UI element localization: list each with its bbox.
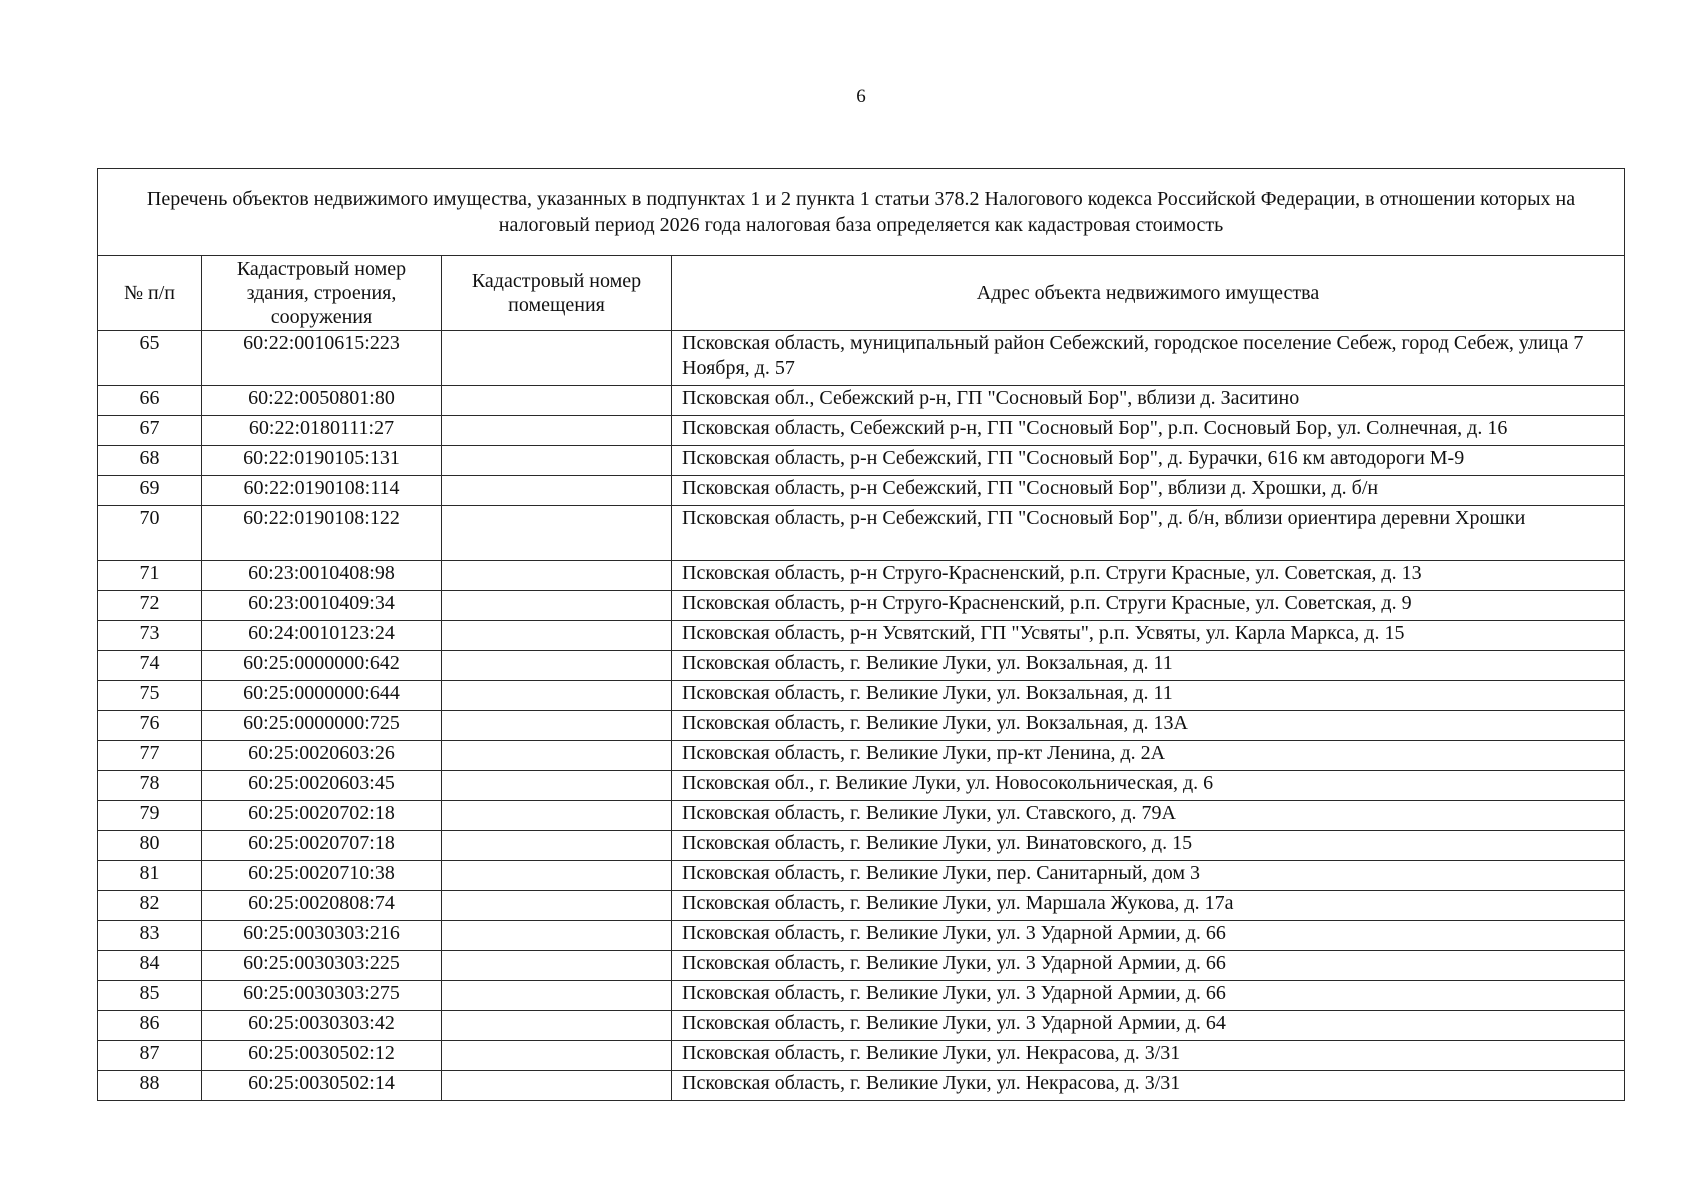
table-row <box>98 921 1625 951</box>
table-row <box>98 591 1625 621</box>
table-row <box>98 681 1625 711</box>
header-row-number: № п/п <box>98 256 202 331</box>
row-number-cell: 81 <box>98 861 202 891</box>
property-register-table <box>97 168 1625 1101</box>
building-cadastral-number-cell: 60:25:0020603:45 <box>202 771 442 801</box>
building-cadastral-number-cell: 60:22:0180111:27 <box>202 416 442 446</box>
row-number-cell: 68 <box>98 446 202 476</box>
room-cadastral-number-cell <box>442 561 672 591</box>
address-cell: Псковская обл., Себежский р-н, ГП "Сосновый Бор", вблизи д. Заситино <box>672 386 1625 416</box>
address-cell: Псковская область, р-н Струго-Красненский, р.п. Струги Красные, ул. Советская, д. 13 <box>672 561 1625 591</box>
room-cadastral-number-cell <box>442 591 672 621</box>
building-cadastral-number-cell: 60:22:0190105:131 <box>202 446 442 476</box>
address-cell: Псковская область, муниципальный район Себежский, городское поселение Себеж, город Себеж, улица 7 Ноября, д. 57 <box>672 331 1625 386</box>
address-cell: Псковская область, г. Великие Луки, ул. Маршала Жукова, д. 17а <box>672 891 1625 921</box>
building-cadastral-number-cell: 60:25:0030303:225 <box>202 951 442 981</box>
table-row <box>98 951 1625 981</box>
address-cell: Псковская область, р-н Себежский, ГП "Сосновый Бор", д. Бурачки, 616 км автодороги М-9 <box>672 446 1625 476</box>
row-number-cell: 84 <box>98 951 202 981</box>
room-cadastral-number-cell <box>442 681 672 711</box>
table-row <box>98 801 1625 831</box>
table-row <box>98 711 1625 741</box>
table-row <box>98 1071 1625 1101</box>
row-number-cell: 79 <box>98 801 202 831</box>
header-building-cadastral-number: Кадастровый номер здания, строения, сооружения <box>202 256 442 331</box>
building-cadastral-number-cell: 60:25:0000000:725 <box>202 711 442 741</box>
building-cadastral-number-cell: 60:25:0000000:642 <box>202 651 442 681</box>
room-cadastral-number-cell <box>442 861 672 891</box>
row-number-cell: 85 <box>98 981 202 1011</box>
table-row <box>98 861 1625 891</box>
room-cadastral-number-cell <box>442 981 672 1011</box>
table-row <box>98 476 1625 506</box>
address-cell: Псковская область, г. Великие Луки, пер. Санитарный, дом 3 <box>672 861 1625 891</box>
building-cadastral-number-cell: 60:25:0030303:216 <box>202 921 442 951</box>
room-cadastral-number-cell <box>442 446 672 476</box>
building-cadastral-number-cell: 60:22:0010615:223 <box>202 331 442 386</box>
row-number-cell: 74 <box>98 651 202 681</box>
address-cell: Псковская область, г. Великие Луки, ул. Вокзальная, д. 13А <box>672 711 1625 741</box>
table-row <box>98 741 1625 771</box>
row-number-cell: 87 <box>98 1041 202 1071</box>
address-cell: Псковская область, г. Великие Луки, ул. Вокзальная, д. 11 <box>672 681 1625 711</box>
address-cell: Псковская область, г. Великие Луки, ул. Некрасова, д. 3/31 <box>672 1041 1625 1071</box>
address-cell: Псковская область, г. Великие Луки, ул. 3 Ударной Армии, д. 66 <box>672 921 1625 951</box>
building-cadastral-number-cell: 60:24:0010123:24 <box>202 621 442 651</box>
row-number-cell: 72 <box>98 591 202 621</box>
row-number-cell: 83 <box>98 921 202 951</box>
room-cadastral-number-cell <box>442 416 672 446</box>
building-cadastral-number-cell: 60:22:0190108:122 <box>202 506 442 561</box>
row-number-cell: 82 <box>98 891 202 921</box>
table-row <box>98 416 1625 446</box>
building-cadastral-number-cell: 60:22:0190108:114 <box>202 476 442 506</box>
room-cadastral-number-cell <box>442 891 672 921</box>
header-room-cadastral-number: Кадастровый номер помещения <box>442 256 672 331</box>
row-number-cell: 70 <box>98 506 202 561</box>
room-cadastral-number-cell <box>442 831 672 861</box>
building-cadastral-number-cell: 60:25:0030303:275 <box>202 981 442 1011</box>
row-number-cell: 76 <box>98 711 202 741</box>
row-number-cell: 80 <box>98 831 202 861</box>
address-cell: Псковская область, р-н Струго-Красненский, р.п. Струги Красные, ул. Советская, д. 9 <box>672 591 1625 621</box>
building-cadastral-number-cell: 60:22:0050801:80 <box>202 386 442 416</box>
building-cadastral-number-cell: 60:25:0000000:644 <box>202 681 442 711</box>
building-cadastral-number-cell: 60:23:0010409:34 <box>202 591 442 621</box>
table-caption-row <box>98 169 1625 256</box>
room-cadastral-number-cell <box>442 506 672 561</box>
address-cell: Псковская область, г. Великие Луки, ул. Некрасова, д. 3/31 <box>672 1071 1625 1101</box>
row-number-cell: 69 <box>98 476 202 506</box>
address-cell: Псковская область, г. Великие Луки, ул. Вокзальная, д. 11 <box>672 651 1625 681</box>
table-row <box>98 621 1625 651</box>
table-caption: Перечень объектов недвижимого имущества, указанных в подпунктах 1 и 2 пункта 1 статьи 378.2 Налогового кодекса Российской Федерации, в отношении которых на налоговый период 2026 года налоговая база определяется как кадастровая стоимость <box>98 169 1625 256</box>
row-number-cell: 73 <box>98 621 202 651</box>
table-row <box>98 331 1625 386</box>
table-row <box>98 651 1625 681</box>
address-cell: Псковская область, г. Великие Луки, ул. 3 Ударной Армии, д. 66 <box>672 951 1625 981</box>
row-number-cell: 75 <box>98 681 202 711</box>
row-number-cell: 71 <box>98 561 202 591</box>
address-cell: Псковская область, г. Великие Луки, ул. 3 Ударной Армии, д. 66 <box>672 981 1625 1011</box>
building-cadastral-number-cell: 60:25:0030502:14 <box>202 1071 442 1101</box>
header-address: Адрес объекта недвижимого имущества <box>672 256 1625 331</box>
address-cell: Псковская область, Себежский р-н, ГП "Сосновый Бор", р.п. Сосновый Бор, ул. Солнечная, д. 16 <box>672 416 1625 446</box>
building-cadastral-number-cell: 60:25:0030502:12 <box>202 1041 442 1071</box>
room-cadastral-number-cell <box>442 951 672 981</box>
building-cadastral-number-cell: 60:25:0020808:74 <box>202 891 442 921</box>
building-cadastral-number-cell: 60:25:0020710:38 <box>202 861 442 891</box>
address-cell: Псковская область, р-н Себежский, ГП "Сосновый Бор", д. б/н, вблизи ориентира деревни Хрошки <box>672 506 1625 561</box>
table-header-row <box>98 256 1625 331</box>
address-cell: Псковская обл., г. Великие Луки, ул. Новосокольническая, д. 6 <box>672 771 1625 801</box>
table-row <box>98 506 1625 561</box>
address-cell: Псковская область, р-н Усвятский, ГП "Усвяты", р.п. Усвяты, ул. Карла Маркса, д. 15 <box>672 621 1625 651</box>
room-cadastral-number-cell <box>442 651 672 681</box>
building-cadastral-number-cell: 60:23:0010408:98 <box>202 561 442 591</box>
room-cadastral-number-cell <box>442 386 672 416</box>
address-cell: Псковская область, р-н Себежский, ГП "Сосновый Бор", вблизи д. Хрошки, д. б/н <box>672 476 1625 506</box>
address-cell: Псковская область, г. Великие Луки, ул. 3 Ударной Армии, д. 64 <box>672 1011 1625 1041</box>
table-row <box>98 446 1625 476</box>
row-number-cell: 65 <box>98 331 202 386</box>
address-cell: Псковская область, г. Великие Луки, пр-кт Ленина, д. 2А <box>672 741 1625 771</box>
room-cadastral-number-cell <box>442 921 672 951</box>
room-cadastral-number-cell <box>442 621 672 651</box>
table-body <box>98 169 1625 1101</box>
building-cadastral-number-cell: 60:25:0030303:42 <box>202 1011 442 1041</box>
row-number-cell: 66 <box>98 386 202 416</box>
building-cadastral-number-cell: 60:25:0020702:18 <box>202 801 442 831</box>
table-row <box>98 771 1625 801</box>
table-row <box>98 561 1625 591</box>
row-number-cell: 86 <box>98 1011 202 1041</box>
building-cadastral-number-cell: 60:25:0020603:26 <box>202 741 442 771</box>
room-cadastral-number-cell <box>442 1011 672 1041</box>
table-row <box>98 1011 1625 1041</box>
address-cell: Псковская область, г. Великие Луки, ул. Ставского, д. 79А <box>672 801 1625 831</box>
room-cadastral-number-cell <box>442 331 672 386</box>
row-number-cell: 77 <box>98 741 202 771</box>
address-cell: Псковская область, г. Великие Луки, ул. Винатовского, д. 15 <box>672 831 1625 861</box>
room-cadastral-number-cell <box>442 1041 672 1071</box>
room-cadastral-number-cell <box>442 801 672 831</box>
row-number-cell: 67 <box>98 416 202 446</box>
page-number: 6 <box>856 86 866 107</box>
row-number-cell: 88 <box>98 1071 202 1101</box>
table-row <box>98 891 1625 921</box>
table-row <box>98 1041 1625 1071</box>
room-cadastral-number-cell <box>442 476 672 506</box>
row-number-cell: 78 <box>98 771 202 801</box>
table-row <box>98 386 1625 416</box>
room-cadastral-number-cell <box>442 771 672 801</box>
building-cadastral-number-cell: 60:25:0020707:18 <box>202 831 442 861</box>
room-cadastral-number-cell <box>442 1071 672 1101</box>
table-row <box>98 831 1625 861</box>
table-row <box>98 981 1625 1011</box>
room-cadastral-number-cell <box>442 711 672 741</box>
room-cadastral-number-cell <box>442 741 672 771</box>
